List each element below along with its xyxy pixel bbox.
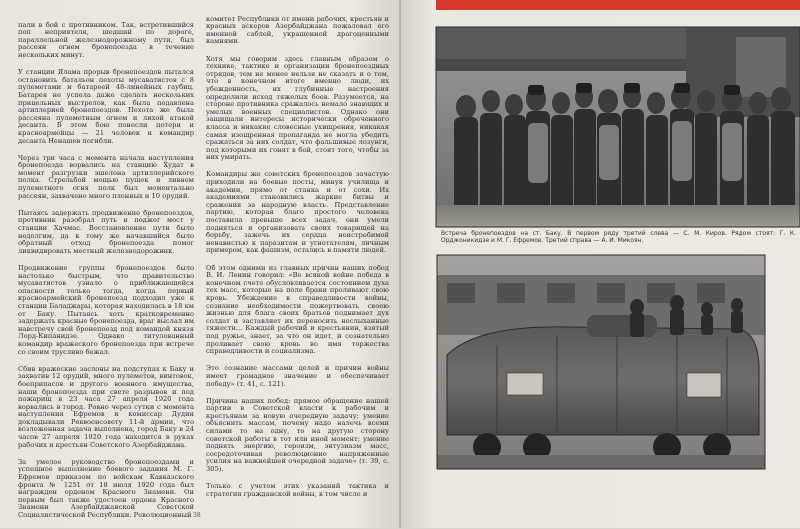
paragraph: Через три часа с момента начала наступления бронепоезда ворвались на станцию Худат в момент разгрузки эшелона артиллерийского полка. Стрельбой мощью пушек и ливнем пулеметного огня полк был моментально рассеян, захвачено много пленных и 10 орудий. <box>18 153 194 200</box>
photograph-armored-train <box>437 255 765 469</box>
paragraph: Сбив вражеские заслоны на подступах к Баку и захватив 12 орудий, много пулеметов, винтовок, боеприпасов и другого военного имущества, наши бронепоезда при свете разрывов и под пожарищ в 23 часа 27 апреля 1920 года ворвались в город. Ровно через сутки с момента наступления Ефремов и комиссар Дудин докладывали Реввоенсовету 11-й армии, что возложенная задача выполнена, город Баку в 24 часов 27 апреля 1920 года находится в руках рабочих и крестьян Советского Азербайджана. <box>18 364 194 449</box>
right-page <box>401 0 800 528</box>
page-number: 38 <box>193 512 201 519</box>
paragraph: Командиры же советских бронепоездов зачастую приходили на боевые посты, минуя училища и академии, прямо от станка и от сохи. Их академиями становились жаркие битвы и сражения за народную власть. Представление партию, которая благо простого человека поставила превыше всех задач, они умели подняться и организовать своих товарищей на борьбу, зажечь их сердца неистребимой ненавистью к паразитам и угнетателям, личным примером, как фашизм, остались в памяти людей. <box>206 170 389 255</box>
station-group-photo-drawing <box>436 27 800 227</box>
paragraph: Причина наших побед: прямое обращение нашей партии в Советской власти к рабочим и крестьянам за новую очередную задачу; умение объяснить массам, почему надо налечь всеми силами то на одну, то на другую сторону советской работы в тот или иной момент; умение поднять энергию, героизм, энтузиазм масс, сосредоточивая революционно напряженные усилия на важнейшей очередной задаче» (т. 39, с. 305). <box>206 396 389 474</box>
paragraph: Только с учетом этих указаний тактика и стратегия гражданской войны, в том числе и <box>206 482 389 498</box>
right-column-text <box>206 8 389 518</box>
paragraph: Об этом одними из главных причин наших побед В. И. Ленин говорил: «Во всякой войне победа в конечном счете обусловливается состоянием духа тех масс, которые на поле брани проливают свою кровь. Убеждение в справедливости войны, сознание необходимости пожертвовать своею жизнью для блага своих братьев поднимает дух солдат и заставляет их переносить неслыханные тяжести... Каждый рабочий и крестьянин, взятый под ружье, знает, за что он идет, и сознательно проливает свою кровь во имя торжества справедливости и социализма. <box>206 263 389 356</box>
armored-train-photo-drawing <box>437 255 765 469</box>
photograph-group-of-men-at-station <box>436 27 800 227</box>
paragraph: комитет Республики от имени рабочих, крестьян и красных аскеров Азербайджана пожаловал его именной саблей, украшенной драгоценными камнями. <box>206 14 389 46</box>
paragraph: За умелое руководство бронепоездами и успешное выполнение боевого задания М. Г. Ефремов приказом по войскам Кавказского фронта № 1251 от 18 июля 1920 года был награжден орденом Красного Знамени. Он первым был также удостоен ордена Красного Знамени Азербайджанской Советской Социалистической Республики. Революционный <box>18 457 194 519</box>
paragraph: Это сознание массами целей и причин войны имеет громадное значение и обеспечивает победу» (т. 41, с. 121). <box>206 364 389 388</box>
paragraph: Продвижение группы бронепоездов было настолько быстрым, что правительство мусаватистов узнало о приближающейся опасности только тогда, когда первый красноармейский бронепоезд подходил уже к станции Баладжары, которая находилась в 18 км от Баку. Пытаясь хоть кратковременно задержать красные бронепоезда, враг выслал им навстречу свой бронепоезд под командой князя Лорд-Кипанидзе. Однако титулованный командир вражеского бронепоезда при встрече со своим трусливо бежал. <box>18 264 194 356</box>
paragraph: Пытаясь задержать продвижение бронепоездов, противник разобрал путь и поджег мост у станции Хачмас. Восстановление пути было недолгим, да к тому же начавшийся было обратный отход бронепоезда помог ликвидировать местный железнодорожник. <box>18 208 194 255</box>
left-page <box>0 0 399 528</box>
left-column-text <box>18 14 194 519</box>
accent-bar <box>436 0 800 10</box>
paragraph: У станции Ялама прорыв бронепоездов пытался остановить батальон пехоты мусаватистов с 8 пулеметами и батареей 48-линейных гаубиц. Батарея не успела даже сделать нескольких прицельных выстрелов, как была подавлена артиллерией бронепоездов. Пехота же была рассеяна пулеметным огнем и лихой атакой десанта. В этом бою понесли потери и красноармейцы — 21 человек и командир десанта Ненашев погибли. <box>18 68 194 145</box>
paragraph: Хотя мы говорим здесь главным образом о технике, тактике и организации бронепоездных отрядов, тем не менее нельзя не сказать и о том, что в конечном итоге именно люди, их убежденность, их глубинные настроения определили исход тяжелых боев. Разумеется, на стороне противника сражалось немало знающих и умелых военных специалистов. Однако они защищали интересы исторически обреченного класса и никакие словесные ухищрения, никакая самая изощренная пропаганда не могла убедить сражаться за них солдат, что фальшивые лозунги, под которыми их гонят в бой, стоят того, чтобы за них умирать. <box>206 54 389 162</box>
paragraph: пали в бой с противником. Так, встретившийся поп неприятеля, шедший по дороге, параллельной железнодорожному пути, был рассеян огнем бронепоезда в течение нескольких минут. <box>18 20 194 59</box>
photo-caption: Встреча бронепоездов на ст. Баку. В первом ряду третий слева — С. М. Киров. Рядом стоят: Г. К. Орджоникидзе и М. Г. Ефремов. Третий справа — А. И. Микоян. <box>441 230 796 245</box>
